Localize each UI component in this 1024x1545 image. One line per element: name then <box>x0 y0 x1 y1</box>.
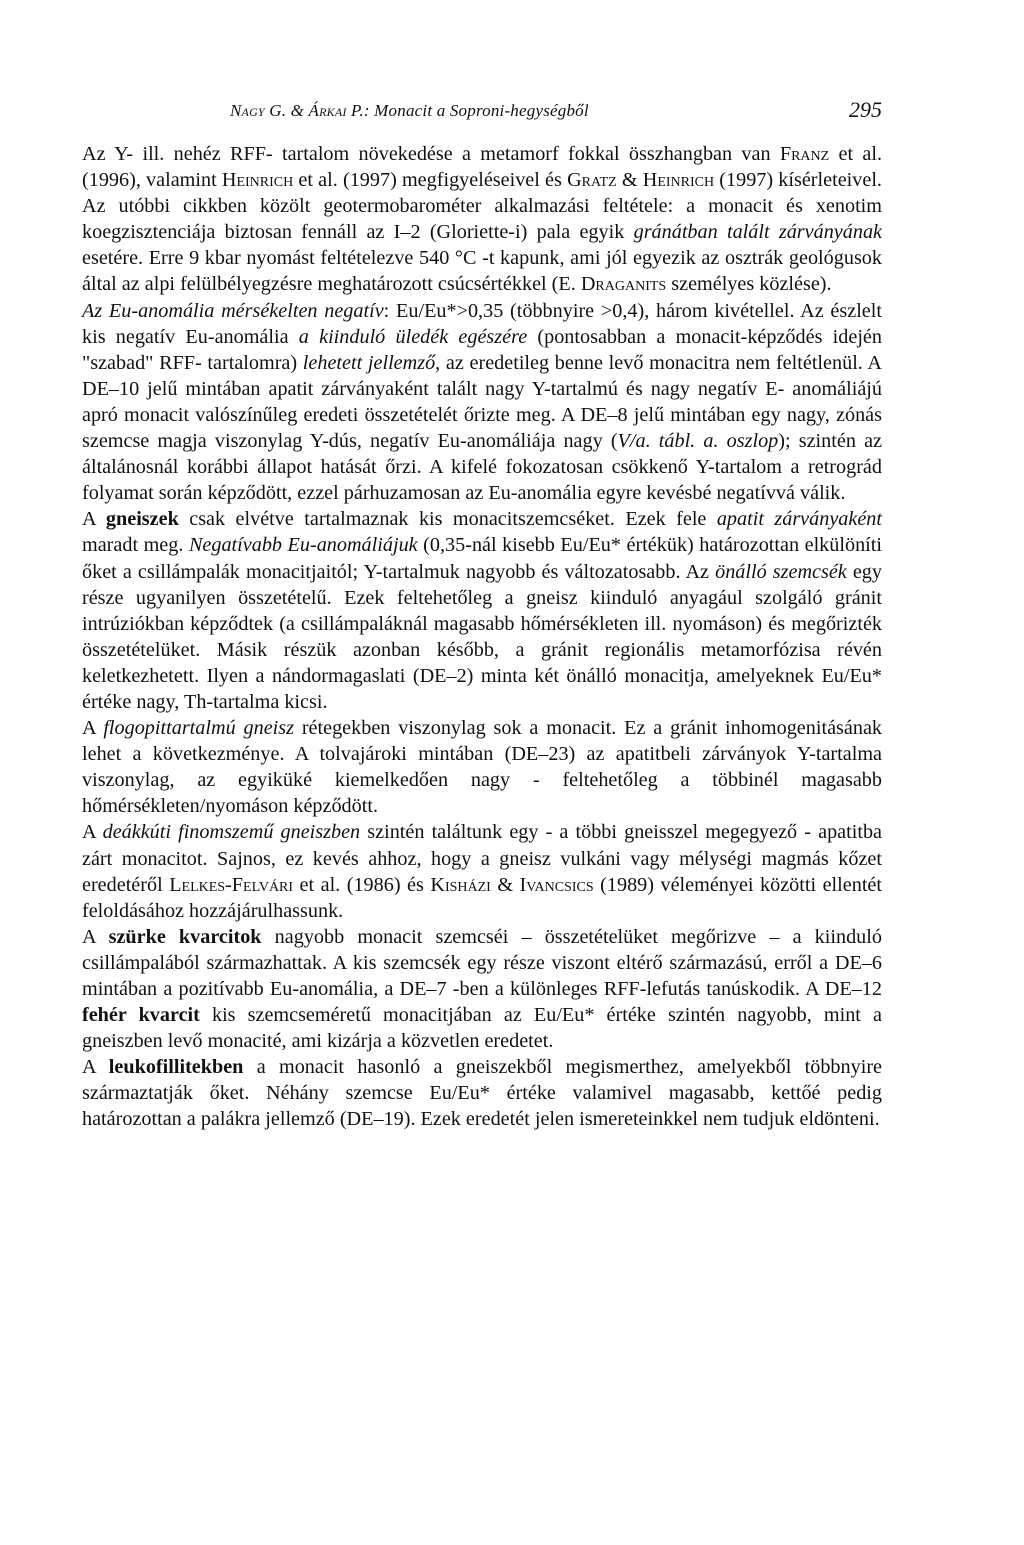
text-run: & <box>490 873 520 896</box>
paragraph <box>82 298 882 507</box>
text-run: A <box>82 925 109 948</box>
text-run: a monacit hasonló a gneiszekből megismerthez, amelyekből többnyire származtatják őket. Néhány szemcse Eu/Eu* értéke valamivel magasabb, kettőé pedig határozottan a palákra jellemző (DE–19). Ezek eredetét jelen ismereteinkkel nem tudjuk eldönteni. <box>82 1056 882 1131</box>
text-run: (1989) véleményei közötti ellentét feloldásához hozzájárulhassunk. <box>82 873 882 922</box>
italic-run: V/a. tábl. a. oszlop <box>617 430 779 453</box>
text-run: szintén találtunk egy - a többi gneisszel megegyező - apatitba zárt monacitot. Sajnos, ez kevés ahhoz, hogy a gneisz vulkáni vagy mélységi magmás kőzet eredetéről <box>82 821 883 896</box>
paragraph <box>82 1054 882 1132</box>
paragraph <box>82 141 882 298</box>
italic-run: flogopittartalmú gneisz <box>103 717 294 740</box>
name-run: Kisházi <box>430 873 491 896</box>
bold-run: fehér kvarcit <box>82 1004 200 1027</box>
paragraph <box>82 715 882 819</box>
paragraph <box>82 506 882 715</box>
text-run: maradt meg. <box>82 534 189 557</box>
bold-run: szürke kvarcitok <box>108 925 262 948</box>
page-number: 295 <box>849 97 882 122</box>
name-run: Lelkes-Felvári <box>169 873 294 896</box>
name-run: Heinrich <box>221 169 294 192</box>
italic-run: önálló szemcsék <box>715 560 847 583</box>
text-run: ); szintén az általánosnál korábbi állapot hatását őrzi. A kifelé fokozatosan csökkenő Y-tartalom a retrográd folyamat során képződött, ezzel párhuzamosan az Eu-anomália egyre kevésbé negatívvá válik. <box>82 430 882 505</box>
article-title: : Monacit a Soproni-hegységből <box>363 101 589 120</box>
text-run: A <box>82 508 106 531</box>
author-1: Nagy G. <box>230 101 287 120</box>
italic-run: Negatívabb Eu-anomáliájuk <box>188 534 418 557</box>
text-run: kis szemcseméretű monacitjában az Eu/Eu* értéke szintén nagyobb, mint a gneiszben levő monacité, ami kizárja a közvetlen eredetet. <box>82 1004 882 1053</box>
author-2: Árkai P. <box>308 101 364 120</box>
name-run: Ivancsics <box>519 873 594 896</box>
running-head <box>82 97 882 127</box>
paragraph <box>82 819 882 923</box>
text-run: et al. (1997) megfigyeléseivel és <box>293 169 568 192</box>
text-run: A <box>82 717 104 740</box>
name-run: Draganits <box>580 273 667 296</box>
text-run: A <box>82 1056 109 1079</box>
body-text <box>82 141 882 1133</box>
italic-run: a kiinduló üledék egészére <box>298 325 528 348</box>
italic-run: apatit zárványaként <box>716 508 882 531</box>
text-run: esetére. Erre 9 kbar nyomást feltételezve 540 °C -t kapunk, ami jól egyezik az osztrák geológusok által az alpi felülbélyegzésre meghatározott csúcsértékkel (E. <box>82 247 882 296</box>
italic-run: gránátban talált zárványának <box>633 221 883 244</box>
italic-run: Az Eu-anomália mérsékelten negatív <box>82 299 384 322</box>
text-run: et al. (1996), valamint <box>82 143 882 192</box>
text-run: Az Y- ill. nehéz RFF- tartalom növekedése a metamorf fokkal összhangban van <box>82 143 780 165</box>
text-run: rétegekben viszonylag sok a monacit. Ez a gránit inhomogenitásának lehet a következménye. A tolvajároki mintában (DE–23) az apatitbeli zárványok Y-tartalma viszonylag, az egyiküké kiemelkedően nagy - feltehetőleg a többinél magasabb hőmérsékleten/nyomáson képződött. <box>82 717 882 818</box>
page <box>82 0 882 1545</box>
text-run: csak elvétve tartalmaznak kis monacitszemcséket. Ezek fele <box>178 508 717 531</box>
text-run: (0,35-nál kisebb Eu/Eu* értékük) határozottan elkülöníti őket a csillámpalák monacitjaitól; Y-tartalmuk nagyobb és változatosabb. Az <box>82 534 882 583</box>
text-run: (1997) kísérleteivel. Az utóbbi cikkben közölt geotermobarométer alkalmazási feltétele: a monacit és xenotim koegzisztenciája biztosan fennáll az I–2 (Gloriette-i) pala egyik <box>82 169 882 244</box>
text-run: személyes közlése). <box>666 273 832 296</box>
italic-run: lehetett jellemző <box>302 351 436 374</box>
running-title <box>230 101 589 121</box>
name-run: Gratz <box>567 169 617 192</box>
bold-run: gneiszek <box>105 508 179 531</box>
text-run: & <box>616 169 643 192</box>
text-run: (pontosabban a monacit-képződés idején "szabad" RFF- tartalomra) <box>82 325 882 374</box>
ampersand: & <box>290 101 305 120</box>
text-run: A <box>82 821 103 844</box>
text-run: : Eu/Eu*>0,35 (többnyire >0,4), három kivétellel. Az észlelt kis negatív Eu-anomália <box>82 299 882 348</box>
bold-run: leukofillitekben <box>108 1056 244 1079</box>
text-run: et al. (1986) és <box>293 873 431 896</box>
italic-run: deákkúti finomszemű gneiszben <box>102 821 361 844</box>
paragraph <box>82 924 882 1054</box>
name-run: Heinrich <box>642 169 715 192</box>
text-run: , az eredetileg benne levő monacitra nem feltétlenül. A DE–10 jelű mintában apatit zárványaként talált nagy Y-tartalmú és nagy negatív E- anomáliájú apró monacit valószínűleg eredeti összetételét őrizte meg. A DE–8 jelű mintában egy nagy, zónás szemcse magja viszonylag Y-dús, negatív Eu-anomáliája nagy ( <box>82 351 882 453</box>
name-run: Franz <box>779 143 830 165</box>
text-run: nagyobb monacit szemcséi – összetételüket megőrizve – a kiinduló csillámpalából származhattak. A kis szemcsék egy része viszont eltérő származású, erről a DE–6 mintában a pozitívabb Eu-anomália, a DE–7 -ben a különleges RFF-lefutás tanúskodik. A DE–12 <box>82 925 882 1000</box>
text-run: egy része ugyanilyen összetételű. Ezek feltehetőleg a gneisz kiinduló anyagául szolgáló gránit intrúziókban képződtek (a csillámpaláknál magasabb hőmérsékleten ill. nyomáson) és megőrizték összetételüket. Másik részük azonban később, a gránit regionális metamorfózisa révén keletkezhetett. Ilyen a nándormagaslati (DE–2) minta két önálló monacitja, amelyeknek Eu/Eu* értéke nagy, Th-tartalma kicsi. <box>82 560 882 713</box>
